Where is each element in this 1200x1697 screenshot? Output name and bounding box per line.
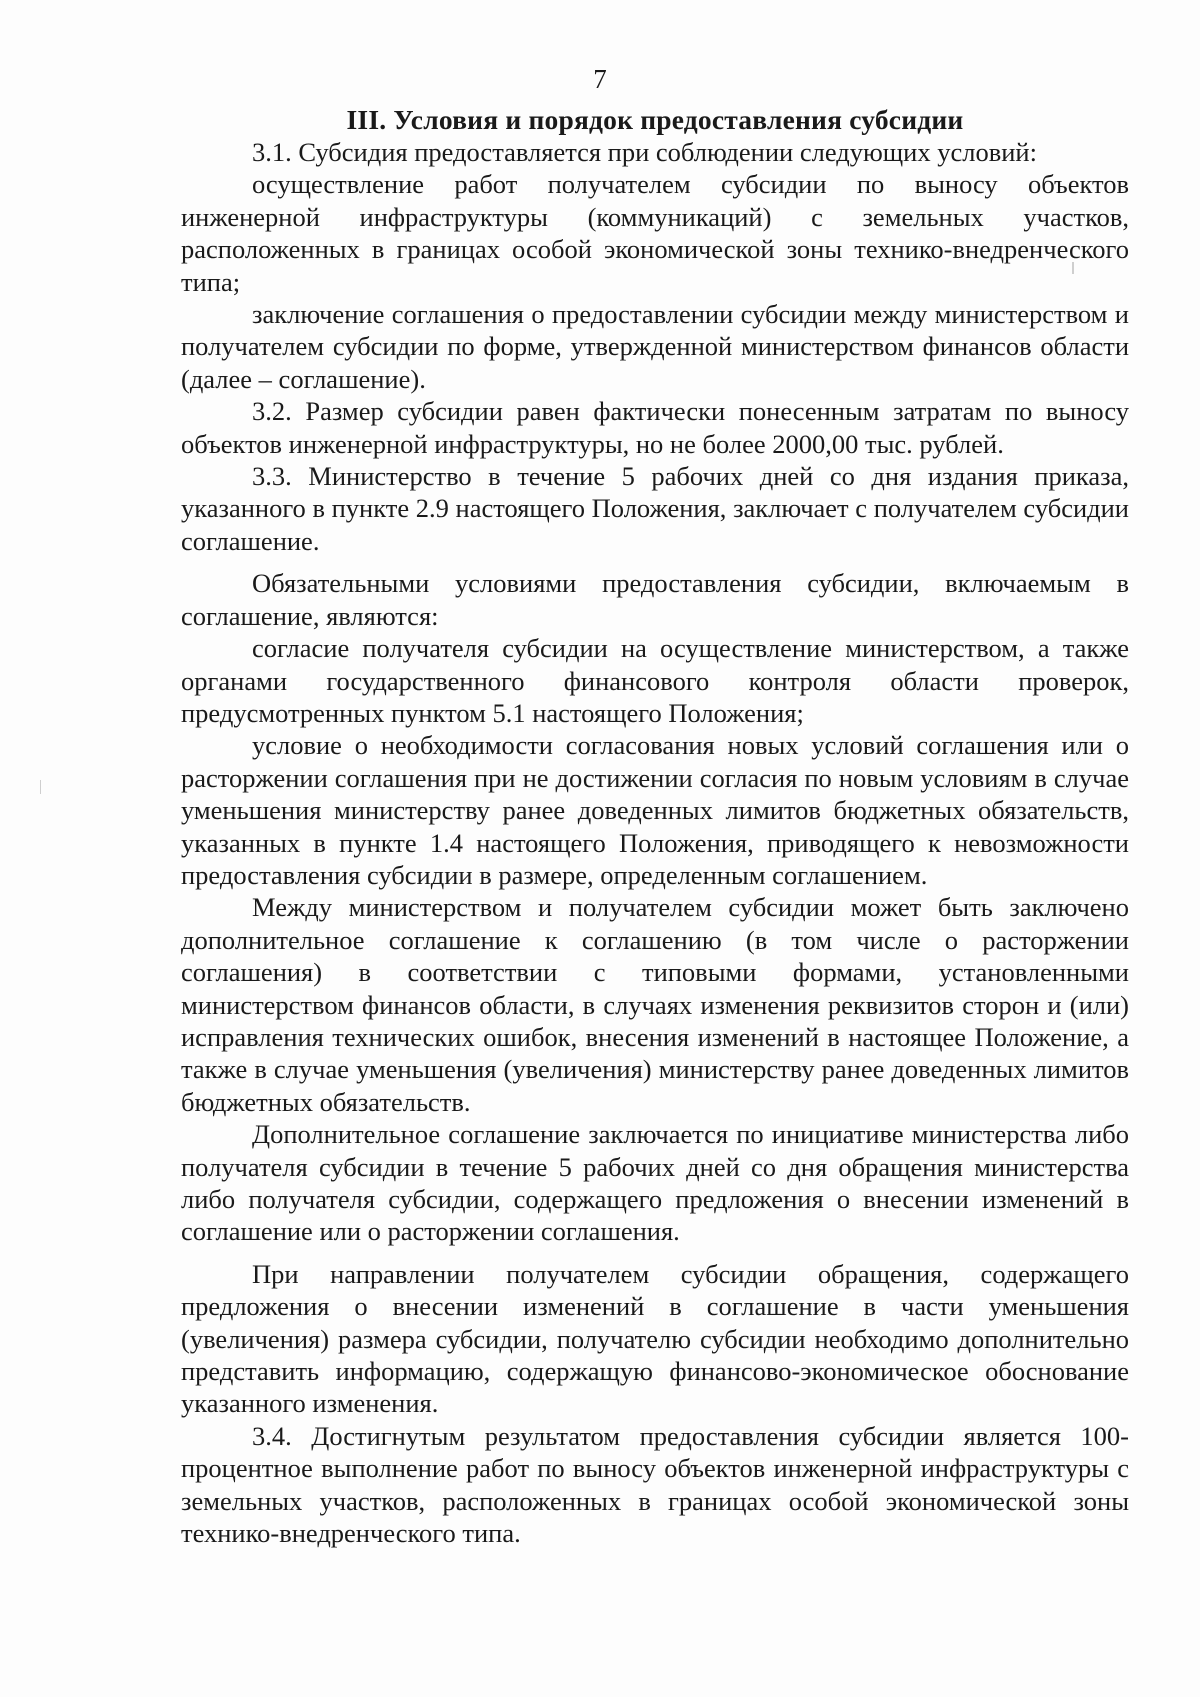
scan-speck [40, 780, 41, 794]
paragraph-renegotiation: условие о необходимости согласования новых условий соглашения или о расторжении соглашения при не достижении согласия по новым условиям в случае уменьшения министерству ранее доведенных лимитов бюджетных обязательств, указанных в пункте 1.4 настоящего Положения, приводящего к невозможности предоставления субсидии в размере, определенным соглашением. [181, 730, 1129, 890]
paragraph-consent: согласие получателя субсидии на осуществление министерством, а также органами государственного финансового контроля области проверок, предусмотренных пунктом 5.1 настоящего Положения; [181, 633, 1129, 728]
page-number: 7 [593, 64, 607, 94]
paragraph-mandatory-conditions: Обязательными условиями предоставления субсидии, включаемым в соглашение, являются: [181, 568, 1129, 631]
paragraph-additional-agreement: Между министерством и получателем субсидии может быть заключено дополнительное соглашение к соглашению (в том числе о расторжении соглашения) в соответствии с типовыми формами, установленными министерством финансов области, в случаях изменения реквизитов сторон и (или) исправления технических ошибок, внесения изменений в настоящее Положение, а также в случае уменьшения (увеличения) министерству ранее доведенных лимитов бюджетных обязательств. [181, 892, 1129, 1117]
paragraph-condition-agreement: заключение соглашения о предоставлении субсидии между министерством и получателем субсидии по форме, утвержденной министерством финансов области (далее – соглашение). [181, 299, 1129, 394]
paragraph-additional-agreement-initiative: Дополнительное соглашение заключается по инициативе министерства либо получателя субсидии в течение 5 рабочих дней со дня обращения министерства либо получателя субсидии, содержащего предложения о внесении изменений в соглашение или о расторжении соглашения. [181, 1119, 1129, 1247]
paragraph-3-3: 3.3. Министерство в течение 5 рабочих дней со дня издания приказа, указанного в пункте 2.9 настоящего Положения, заключает с получателем субсидии соглашение. [181, 461, 1129, 556]
paragraph-condition-works: осуществление работ получателем субсидии по выносу объектов инженерной инфраструктуры (коммуникаций) с земельных участков, расположенных в границах особой экономической зоны технико-внедренческого типа; [181, 169, 1129, 297]
document-body [181, 104, 1129, 1549]
paragraph-3-1: 3.1. Субсидия предоставляется при соблюдении следующих условий: [252, 137, 1037, 167]
paragraph-3-2: 3.2. Размер субсидии равен фактически понесенным затратам по выносу объектов инженерной инфраструктуры, но не более 2000,00 тыс. рублей. [181, 396, 1129, 459]
paragraph-3-4: 3.4. Достигнутым результатом предоставления субсидии является 100-процентное выполнение работ по выносу объектов инженерной инфраструктуры с земельных участков, расположенных в границах особой экономической зоны технико-внедренческого типа. [181, 1420, 1129, 1549]
section-title: III. Условия и порядок предоставления субсидии [346, 104, 964, 135]
paragraph-request-justification: При направлении получателем субсидии обращения, содержащего предложения о внесении изменений в соглашение в части уменьшения (увеличения) размера субсидии, получателю субсидии необходимо дополнительно представить информацию, содержащую финансово-экономическое обоснование указанного изменения. [181, 1258, 1129, 1419]
